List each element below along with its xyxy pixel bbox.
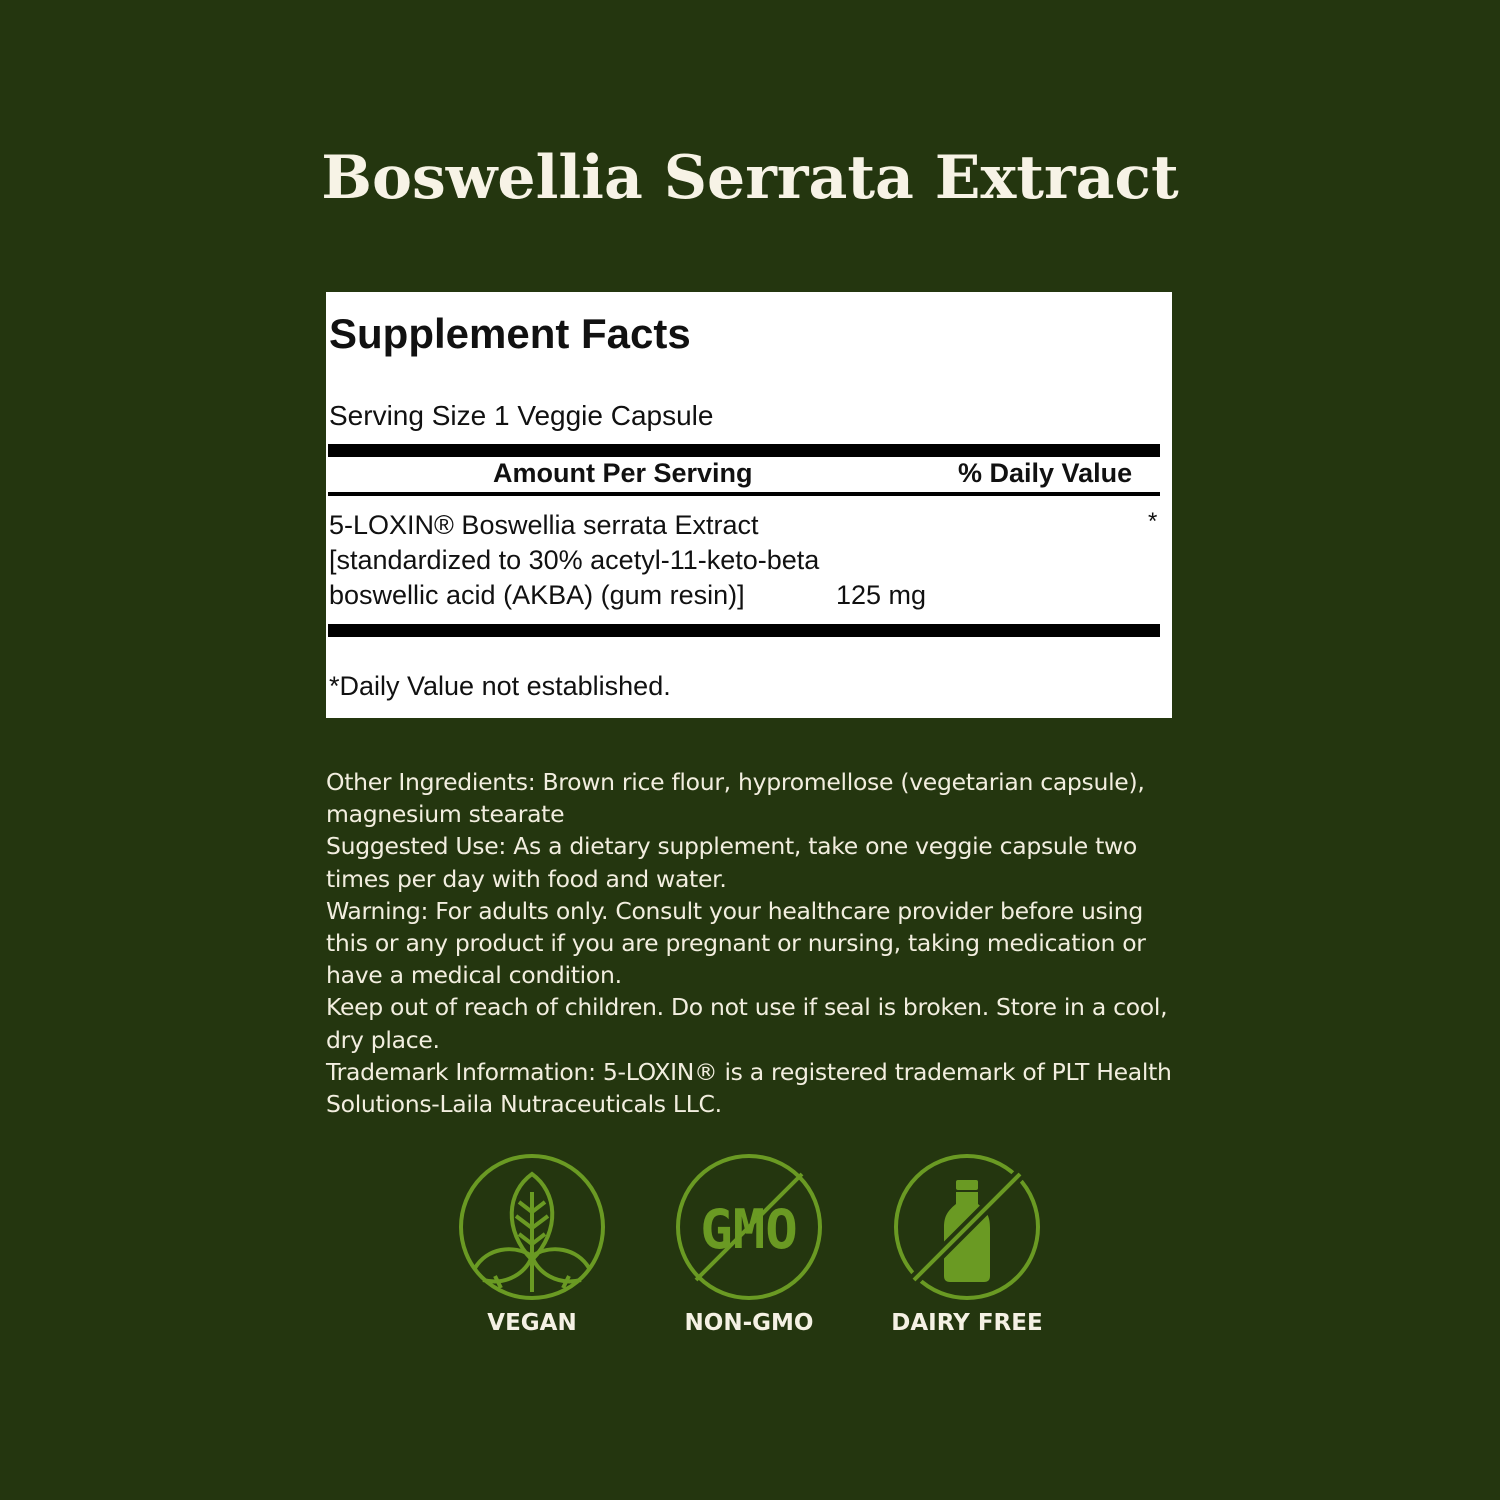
badge-label: NON-GMO — [684, 1310, 814, 1336]
suggested-use: Suggested Use: As a dietary supplement, take one veggie capsule two times per day with food and water. — [326, 832, 1137, 893]
supplement-facts-panel — [326, 292, 1172, 718]
dairy-free-badge — [877, 1152, 1057, 1338]
vegan-badge — [442, 1152, 622, 1338]
ingredient-description — [329, 508, 819, 613]
ingredient-line: 5-LOXIN® Boswellia serrata Extract — [329, 510, 759, 540]
milk-bottle-icon — [892, 1152, 1042, 1302]
amount-per-serving-header: Amount Per Serving — [493, 458, 753, 488]
facts-heading: Supplement Facts — [329, 310, 691, 357]
gmo-icon-text: GMO — [700, 1198, 798, 1261]
trademark-info: Trademark Information: 5-LOXIN® is a registered trademark of PLT Health Solutions-Laila Nutraceuticals LLC. — [326, 1057, 1172, 1119]
storage-instructions: Keep out of reach of children. Do not use if seal is broken. Store in a cool, dry place. — [326, 993, 1168, 1054]
serving-size: Serving Size 1 Veggie Capsule — [329, 400, 714, 431]
badge-label: DAIRY FREE — [891, 1310, 1043, 1336]
non-gmo-badge — [659, 1152, 839, 1338]
other-ingredients: Other Ingredients: Brown rice flour, hypromellose (vegetarian capsule), magnesium stearate — [326, 768, 1145, 829]
ingredient-amount: 125 mg — [836, 580, 927, 610]
badge-label: VEGAN — [487, 1310, 577, 1336]
leaf-icon — [457, 1152, 607, 1302]
page-title: Boswellia Serrata Extract — [321, 143, 1179, 213]
ingredient-daily-value: * — [1148, 508, 1158, 535]
warning: Warning: For adults only. Consult your healthcare provider before using this or any product if you are pregnant or nursing, taking medication or have a medical condition. — [326, 896, 1146, 990]
daily-value-header: % Daily Value — [958, 458, 1133, 488]
thick-divider — [328, 624, 1160, 637]
daily-value-footnote: *Daily Value not established. — [329, 671, 671, 701]
thin-divider — [328, 492, 1160, 496]
ingredient-line: [standardized to 30% acetyl-11-keto-beta — [329, 545, 820, 575]
product-info — [326, 766, 1186, 1120]
ingredient-line: boswellic acid (AKBA) (gum resin)] — [329, 580, 745, 610]
gmo-icon — [674, 1152, 824, 1302]
